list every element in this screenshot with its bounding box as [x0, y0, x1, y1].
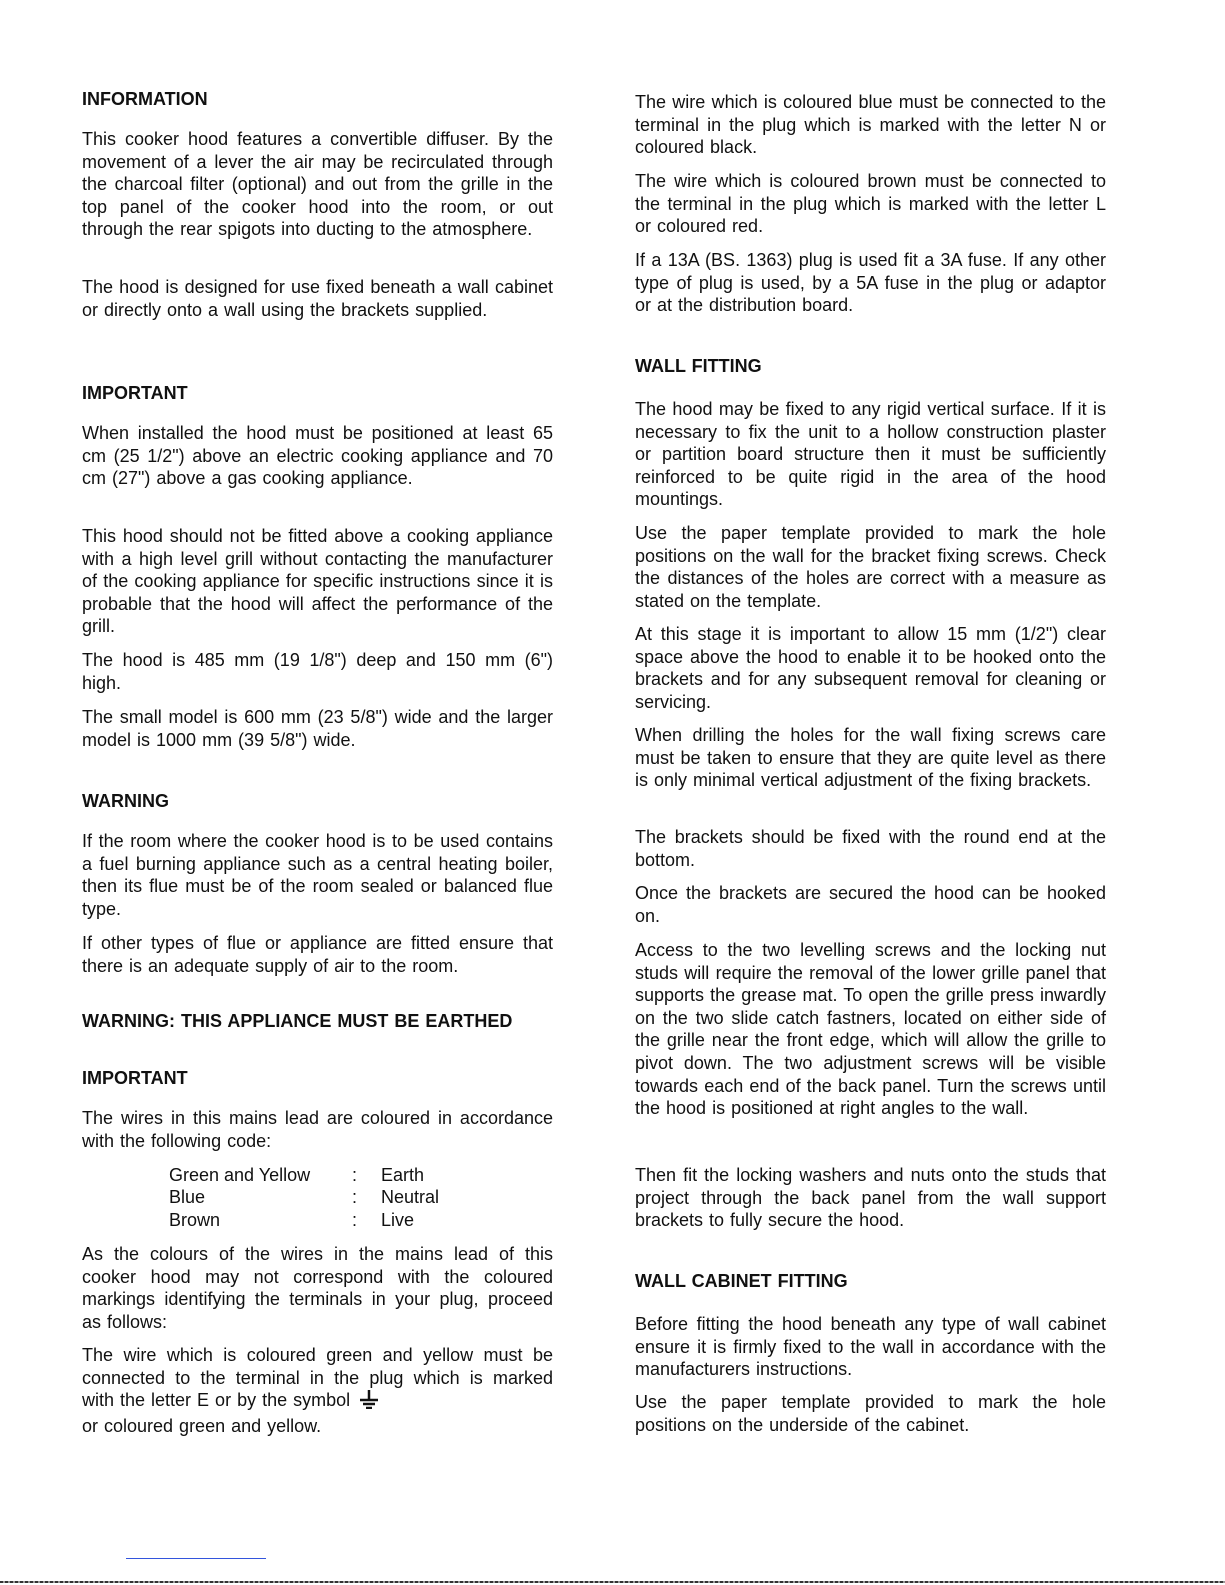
paragraph: Then fit the locking washers and nuts onto the studs that project through the back panel from the wall support brackets to fully secure the hood.: [635, 1165, 1106, 1231]
wire-function: Live: [381, 1210, 415, 1230]
paragraph: This hood should not be fitted above a cooking appliance with a high level grill without contacting the manufacturer of the cooking appliance for specific instructions since it is probable that the hood will affect the performance of the grill.: [82, 526, 553, 637]
wall-fitting-heading: WALL FITTING: [635, 356, 762, 376]
paragraph: If other types of flue or appliance are fitted ensure that there is an adequate supply of air to the room.: [82, 933, 553, 976]
paragraph-text: or coloured green and yellow.: [82, 1415, 322, 1436]
paragraph: When drilling the holes for the wall fixing screws care must be taken to ensure that they are quite level as there is only minimal vertical adjustment of the fixing brackets.: [635, 725, 1106, 791]
paragraph: The wire which is coloured blue must be connected to the terminal in the plug which is marked with the letter N or coloured black.: [635, 92, 1106, 158]
paragraph: Use the paper template provided to mark the hole positions on the underside of the cabinet.: [635, 1392, 1106, 1435]
wire-colour: Brown: [169, 1210, 221, 1230]
paragraph: This cooker hood features a convertible diffuser. By the movement of a lever the air may be recirculated through the charcoal filter (optional) and out from the grille in the top panel of the cooker hood into the room, or out through the rear spigots into ducting to the atmosphere.: [82, 129, 553, 240]
paragraph: Once the brackets are secured the hood can be hooked on.: [635, 883, 1106, 926]
paragraph-text: The wire which is coloured green and yellow must be connected to the terminal in the plug which is marked with the letter E or by the symbol: [82, 1345, 553, 1411]
wire-colour: Green and Yellow: [169, 1165, 311, 1185]
separator: :: [352, 1187, 358, 1207]
paragraph: The brackets should be fixed with the round end at the bottom.: [635, 827, 1106, 870]
paragraph: The hood is designed for use fixed beneath a wall cabinet or directly onto a wall using the brackets supplied.: [82, 277, 553, 320]
paragraph: As the colours of the wires in the mains lead of this cooker hood may not correspond with the coloured markings identifying the terminals in your plug, proceed as follows:: [82, 1244, 553, 1332]
wall-cabinet-fitting-heading: WALL CABINET FITTING: [635, 1271, 848, 1291]
paragraph-earth: [82, 1344, 553, 1437]
separator: :: [352, 1210, 358, 1230]
paragraph: Access to the two levelling screws and the locking nut studs will require the removal of the lower grille panel that supports the grease mat. To open the grille press inwardly on the two slide catch fastners, located on either side of the grille near the front edge, which will allow the grille to pivot down. The two adjustment screws will be visible towards each end of the back panel. Turn the screws until the hood is positioned at right angles to the wall.: [635, 940, 1106, 1119]
paragraph: If a 13A (BS. 1363) plug is used fit a 3A fuse. If any other type of plug is used, by a 5A fuse in the plug or adaptor or at the distribution board.: [635, 250, 1106, 316]
page-bottom-edge: [0, 1581, 1225, 1583]
paragraph: The wire which is coloured brown must be connected to the terminal in the plug which is marked with the letter L or coloured red.: [635, 171, 1106, 237]
paragraph: Before fitting the hood beneath any type of wall cabinet ensure it is firmly fixed to the wall in accordance with the manufacturers instructions.: [635, 1314, 1106, 1380]
paragraph: At this stage it is important to allow 15 mm (1/2") clear space above the hood to enable it to be hooked onto the brackets and for any subsequent removal for cleaning or servicing.: [635, 624, 1106, 712]
paragraph: The hood may be fixed to any rigid vertical surface. If it is necessary to fix the unit to a hollow construction plaster or partition board structure then it must be sufficiently reinforced to be quite rigid in the area of the hood mountings.: [635, 399, 1106, 510]
paragraph: The wires in this mains lead are coloured in accordance with the following code:: [82, 1108, 553, 1151]
earthed-warning-heading: WARNING: THIS APPLIANCE MUST BE EARTHED: [82, 1011, 513, 1031]
important-heading-2: IMPORTANT: [82, 1068, 188, 1088]
underline-mark: [126, 1558, 266, 1559]
paragraph: When installed the hood must be positioned at least 65 cm (25 1/2") above an electric cooking appliance and 70 cm (27") above a gas cooking appliance.: [82, 423, 553, 489]
information-heading: INFORMATION: [82, 89, 208, 109]
wire-colour: Blue: [169, 1187, 206, 1207]
paragraph: Use the paper template provided to mark the hole positions on the wall for the bracket fixing screws. Check the distances of the holes are correct with a measure as stated on the template.: [635, 523, 1106, 611]
paragraph: The hood is 485 mm (19 1/8") deep and 150 mm (6") high.: [82, 650, 553, 693]
separator: :: [352, 1165, 358, 1185]
earth-symbol-icon: [358, 1389, 380, 1415]
paragraph: If the room where the cooker hood is to be used contains a fuel burning appliance such as a central heating boiler, then its flue must be of the room sealed or balanced flue type.: [82, 831, 553, 919]
important-heading: IMPORTANT: [82, 383, 188, 403]
wire-function: Neutral: [381, 1187, 440, 1207]
paragraph: The small model is 600 mm (23 5/8") wide and the larger model is 1000 mm (39 5/8") wide.: [82, 707, 553, 750]
wire-function: Earth: [381, 1165, 425, 1185]
warning-heading: WARNING: [82, 791, 169, 811]
